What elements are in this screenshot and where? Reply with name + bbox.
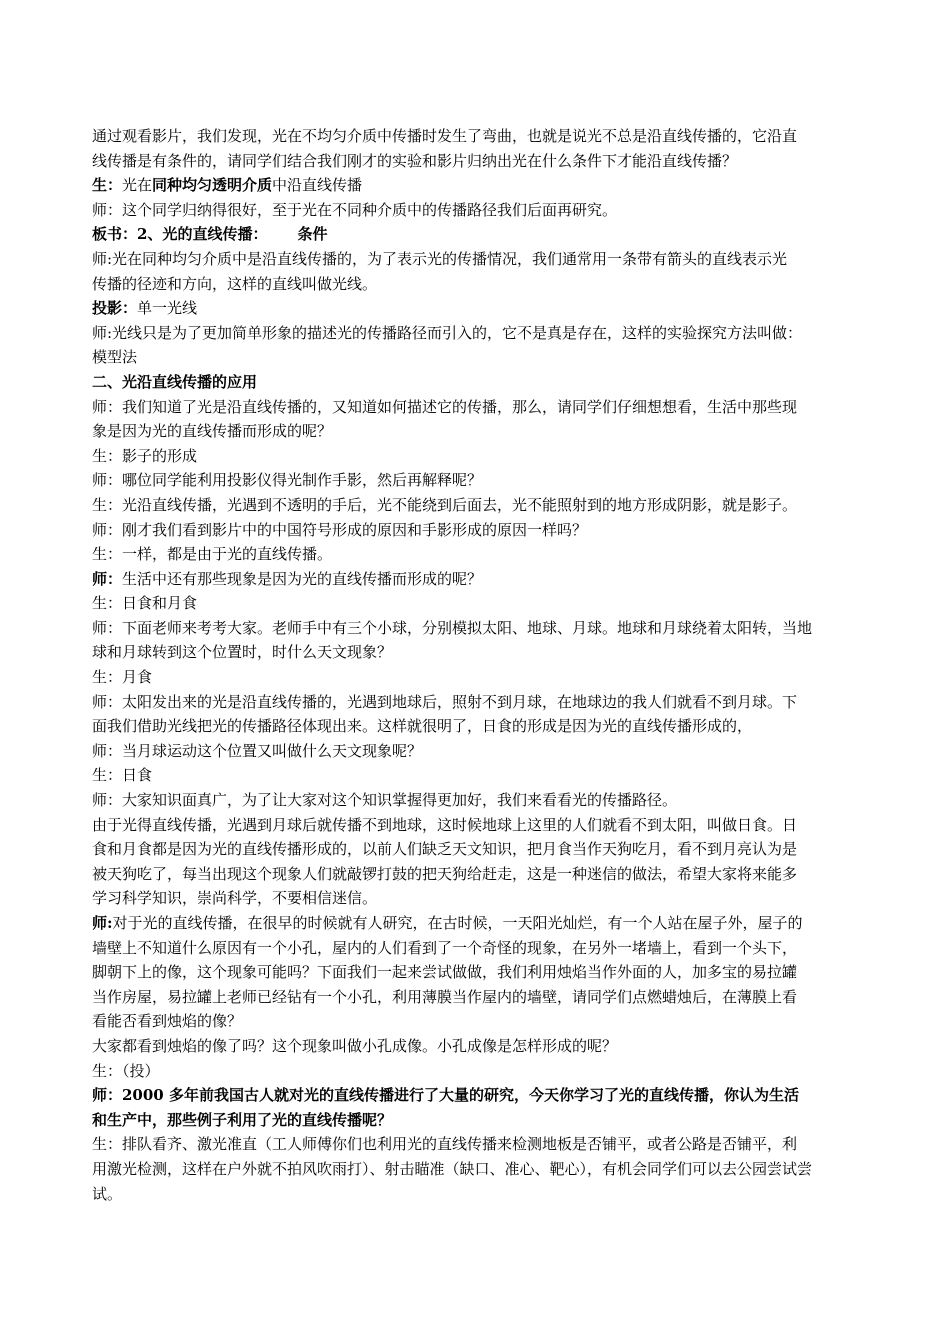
text-line: 当作房屋，易拉罐上老师已经钻有一个小孔，利用薄膜当作屋内的墙壁，请同学们点燃蜡烛后，在薄膜上看 [92, 987, 798, 1006]
text-line: 生：光沿直线传播，光遇到不透明的手后，光不能绕到后面去，光不能照射到的地方形成阴影，就是影子。 [92, 495, 798, 514]
text-line: 生：月食 [92, 668, 153, 687]
text-line: 大家都看到烛焰的像了吗？这个现象叫做小孔成像。小孔成像是怎样形成的呢？ [92, 1036, 618, 1055]
text-line: 师:光在同种均匀介质中是沿直线传播的，为了表示光的传播情况，我们通常用一条带有箭头的直线表示光 [92, 249, 788, 268]
teacher-question-line [92, 567, 865, 592]
text-line: 传播的径迹和方向，这样的直线叫做光线。 [92, 274, 378, 293]
text-line: 生：排队看齐、激光准直（工人师傅你们也利用光的直线传播来检测地板是否铺平，或者公路是否铺平，利 [92, 1135, 798, 1154]
text-line: 生：日食 [92, 766, 153, 785]
text-line: 线传播是有条件的，请同学们结合我们刚才的实验和影片归纳出光在什么条件下才能沿直线传播？ [92, 151, 738, 170]
text-line: 看能否看到烛焰的像？ [92, 1012, 243, 1031]
projection-label: 投影： [92, 299, 138, 318]
key-term: 同种均匀透明介质 [152, 176, 273, 195]
text-line: 师：这个同学归纳得很好，至于光在不同种介质中的传播路径我们后面再研究。 [92, 200, 618, 219]
blackboard-heading [92, 222, 865, 247]
projection-line [92, 296, 865, 321]
text-line: 师：当月球运动这个位置又叫做什么天文现象呢？ [92, 741, 423, 760]
text-line: 师：我们知道了光是沿直线传播的，又知道如何描述它的传播，那么，请同学们仔细想想看，生活中那些现 [92, 397, 798, 416]
text-span: 中沿直线传播 [272, 176, 363, 195]
text-line: 师：太阳发出来的光是沿直线传播的，光遇到地球后，照射不到月球，在地球边的我人们就看不到月球。下 [92, 692, 798, 711]
text-line: 模型法 [92, 348, 138, 367]
text-line: 生：（投） [92, 1061, 160, 1080]
bold-question-line: 师：2000 多年前我国古人就对光的直线传播进行了大量的研究，今天你学习了光的直线传播，你认为生活 [92, 1086, 799, 1105]
text-line: 试。 [92, 1184, 123, 1203]
text-line: 面我们借助光线把光的传播路径体现出来。这样就很明了，日食的形成是因为光的直线传播形成的， [92, 717, 753, 736]
text-line: 墙壁上不知道什么原因有一个小孔，屋内的人们看到了一个奇怪的现象，在另外一堵墙上，看到一个头下， [92, 938, 798, 957]
student-answer-line [92, 173, 865, 198]
speaker-label: 生： [92, 176, 123, 195]
text-span: 生活中还有那些现象是因为光的直线传播而形成的呢？ [122, 569, 483, 588]
bold-question-line: 和生产中，那些例子利用了光的直线传播呢？ [92, 1110, 393, 1129]
heading-text: 板书：2、光的直线传播： [92, 225, 268, 244]
speaker-label: 师: [92, 914, 113, 932]
text-line: 师：哪位同学能利用投影仪得光制作手影，然后再解释呢？ [92, 471, 483, 490]
text-line: 生：影子的形成 [92, 446, 198, 465]
text-line: 球和月球转到这个位置时，时什么天文现象？ [92, 643, 393, 662]
text-line: 通过观看影片，我们发现，光在不均匀介质中传播时发生了弯曲，也就是说光不总是沿直线传播的，它沿直 [92, 127, 798, 145]
text-line: 被天狗吃了，每当出现这个现象人们就敲锣打鼓的把天狗给赶走，这是一种迷信的做法，希望大家将来能多 [92, 864, 798, 883]
text-line: 食和月食都是因为光的直线传播形成的，以前人们缺乏天文知识，把月食当作天狗吃月，看不到月亮认为是 [92, 840, 798, 859]
speaker-label: 师： [92, 569, 123, 588]
text-line: 学习科学知识，崇尚科学，不要相信迷信。 [92, 889, 378, 908]
text-span: 对于光的直线传播，在很早的时候就有人研究，在古时候，一天阳光灿烂，有一个人站在屋子外，屋子的 [112, 914, 803, 932]
text-line: 生：一样，都是由于光的直线传播。 [92, 545, 333, 564]
text-span: 单一光线 [137, 299, 198, 318]
section-heading: 二、光沿直线传播的应用 [92, 372, 258, 391]
text-line: 脚朝下上的像，这个现象可能吗？下面我们一起来尝试做做，我们利用烛焰当作外面的人，加多宝的易拉罐 [92, 963, 798, 982]
text-line: 师：大家知识面真广，为了让大家对这个知识掌握得更加好，我们来看看光的传播路径。 [92, 791, 678, 810]
heading-text: 条件 [297, 225, 328, 244]
text-line: 师：刚才我们看到影片中的中国符号形成的原因和手影形成的原因一样吗？ [92, 520, 588, 539]
text-line: 师：下面老师来考考大家。老师手中有三个小球，分别模拟太阳、地球、月球。地球和月球绕着太阳转，当地 [92, 618, 813, 637]
text-line: 用激光检测，这样在户外就不拍风吹雨打）、射击瞄准（缺口、准心、靶心），有机会同学们可以去公园尝试尝 [92, 1159, 813, 1178]
teacher-story-line [92, 911, 865, 936]
text-line: 象是因为光的直线传播而形成的呢？ [92, 422, 333, 441]
text-line: 生：日食和月食 [92, 594, 198, 613]
document-page [92, 124, 865, 1206]
text-line: 师:光线只是为了更加简单形象的描述光的传播路径而引入的，它不是真是存在，这样的实验探究方法叫做： [92, 323, 803, 342]
text-line: 由于光得直线传播，光遇到月球后就传播不到地球，这时候地球上这里的人们就看不到太阳，叫做日食。日 [92, 815, 798, 834]
text-span: 光在 [122, 176, 153, 195]
